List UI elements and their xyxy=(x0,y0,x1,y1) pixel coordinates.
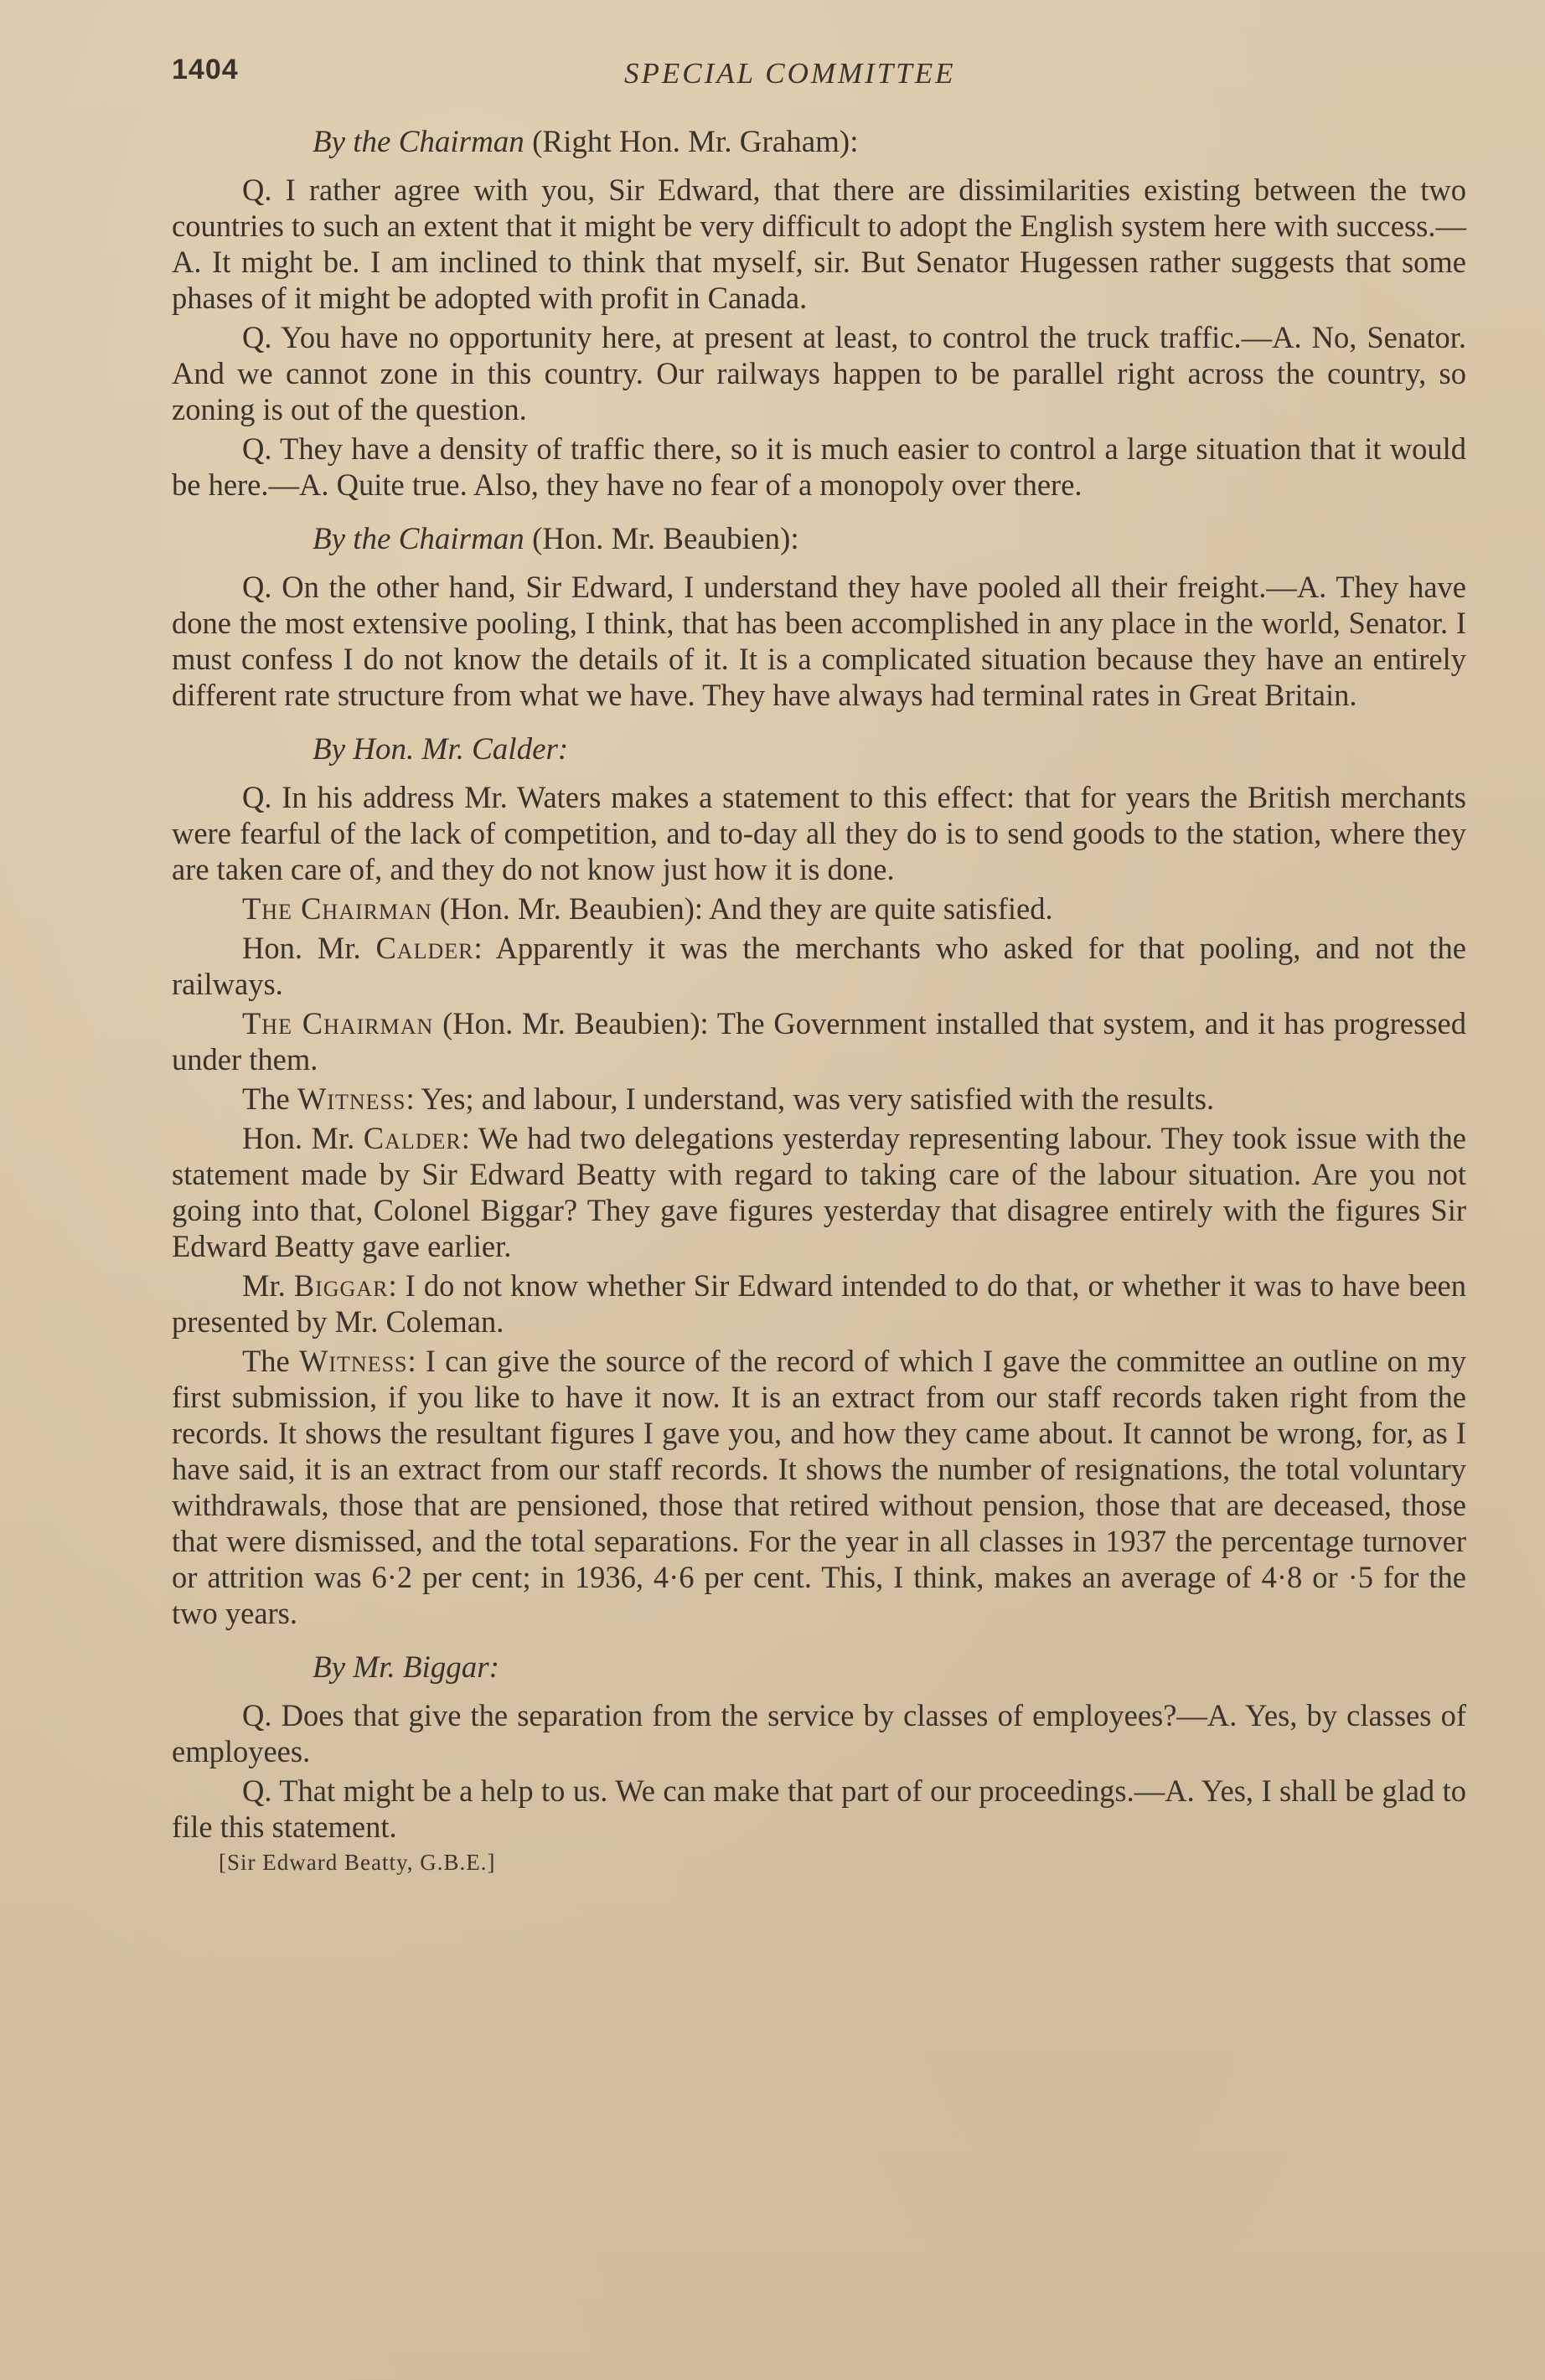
examiner-name: (Right Hon. Mr. Graham): xyxy=(524,125,859,159)
statement-text: (Hon. Mr. Beaubien): And they are quite satisfied. xyxy=(431,891,1053,926)
statement-chairman-2 xyxy=(172,1005,1466,1077)
speaker-prefix: The xyxy=(242,1344,299,1378)
examiner-label: By Mr. Biggar: xyxy=(313,1650,499,1685)
question-answer-3: Q. They have a density of traffic there, so it is much easier to control a large situation that it would be here.—A. Quite true. Also, they have no fear of a monopoly over there. xyxy=(172,431,1466,502)
question-answer-6: Q. Does that give the separation from the service by classes of employees?—A. Yes, by classes of employees. xyxy=(172,1698,1466,1768)
examiner-heading-2 xyxy=(172,521,1466,557)
speaker-name: Calder xyxy=(375,931,474,965)
statement-calder-1 xyxy=(172,930,1466,1002)
statement-text: : I can give the source of the record of which I gave the committee an outline on my first submission, if you like to have it now. It is an extract from our staff records taken right from the records. It shows the resultant figures I gave you, and how they came about. It cannot be wrong, for, as I have said, it is an extract from our staff records. It shows the number of resignations, the total voluntary withdrawals, those that are pensioned, those that retired without pension, those that are deceased, those that were dismissed, and the total separations. For the year in all classes in 1937 the percentage turnover or attrition was 6·2 per cent; in 1936, 4·6 per cent. This, I think, makes an average of 4·8 or ·5 for the two years. xyxy=(172,1344,1466,1630)
statement-text: : Apparently it was the merchants who asked for that pooling, and not the railways. xyxy=(172,931,1466,1001)
question-answer-2: Q. You have no opportunity here, at present at least, to control the truck traffic.—A. No, Senator. And we cannot zone in this country. Our railways happen to be parallel right across the country, so zoning is out of the question. xyxy=(172,320,1466,426)
speaker-prefix: Hon. Mr. xyxy=(242,1121,364,1155)
statement-witness-2 xyxy=(172,1343,1466,1631)
question-answer-4: Q. On the other hand, Sir Edward, I understand they have pooled all their freight.—A. They have done the most extensive pooling, I think, that has been accomplished in any place in the world, Senator. I must confess I do not know the details of it. It is a complicated situation because they have an entirely different rate structure from what we have. They have always had terminal rates in Great Britain. xyxy=(172,570,1466,712)
statement-text: : We had two delegations yesterday representing labour. They took issue with the statement made by Sir Edward Beatty with regard to taking care of the labour situation. Are you not going into that, Colonel Biggar? They gave figures yesterday that disagree entirely with the figures Sir Edward Beatty gave earlier. xyxy=(172,1121,1466,1263)
examiner-role: By the Chairman xyxy=(313,125,524,159)
examiner-label: By Hon. Mr. Calder: xyxy=(313,732,569,767)
speaker-prefix: Mr. xyxy=(242,1268,294,1303)
examiner-heading-4 xyxy=(172,1649,1466,1686)
examiner-heading-3 xyxy=(172,731,1466,767)
statement-chairman-1 xyxy=(172,891,1466,927)
statement-calder-2 xyxy=(172,1120,1466,1264)
speaker-prefix: Hon. Mr. xyxy=(242,931,376,965)
body-text xyxy=(172,124,1466,1875)
speaker-name: Witness xyxy=(297,1082,406,1116)
speaker-name: The Chairman xyxy=(242,1006,434,1040)
speaker-name: Calder xyxy=(363,1121,462,1155)
statement-text: : I do not know whether Sir Edward intended to do that, or whether it was to have been presented by Mr. Coleman. xyxy=(172,1268,1466,1339)
statement-witness-1 xyxy=(172,1081,1466,1117)
speaker-name: Witness xyxy=(298,1344,408,1378)
page-header xyxy=(172,54,1479,104)
running-head: SPECIAL COMMITTEE xyxy=(624,57,956,90)
question-answer-7: Q. That might be a help to us. We can make that part of our proceedings.—A. Yes, I shall be glad to file this statement. xyxy=(172,1773,1466,1844)
statement-biggar-1 xyxy=(172,1267,1466,1340)
examiner-heading-1 xyxy=(172,124,1466,160)
witness-footnote: [Sir Edward Beatty, G.B.E.] xyxy=(219,1850,496,1875)
examiner-role: By the Chairman xyxy=(313,522,524,556)
question-answer-1: Q. I rather agree with you, Sir Edward, that there are dissimilarities existing between the two countries to such an extent that it might be very difficult to adopt the English system here with success.—A. It might be. I am inclined to think that myself, sir. But Senator Hugessen rather suggests that some phases of it might be adopted with profit in Canada. xyxy=(172,173,1466,315)
speaker-prefix: The xyxy=(242,1082,297,1116)
examiner-name: (Hon. Mr. Beaubien): xyxy=(524,522,799,556)
question-5: Q. In his address Mr. Waters makes a statement to this effect: that for years the British merchants were fearful of the lack of competition, and to-day all they do is to send goods to the station, where they are taken care of, and they do not know just how it is done. xyxy=(172,780,1466,886)
statement-text: : Yes; and labour, I understand, was very satisfied with the results. xyxy=(406,1082,1215,1116)
page-number: 1404 xyxy=(172,54,239,85)
speaker-name: The Chairman xyxy=(242,891,432,926)
statement-text: (Hon. Mr. Beaubien): The Government installed that system, and it has progressed under them. xyxy=(172,1006,1466,1076)
speaker-name: Biggar xyxy=(293,1268,389,1303)
